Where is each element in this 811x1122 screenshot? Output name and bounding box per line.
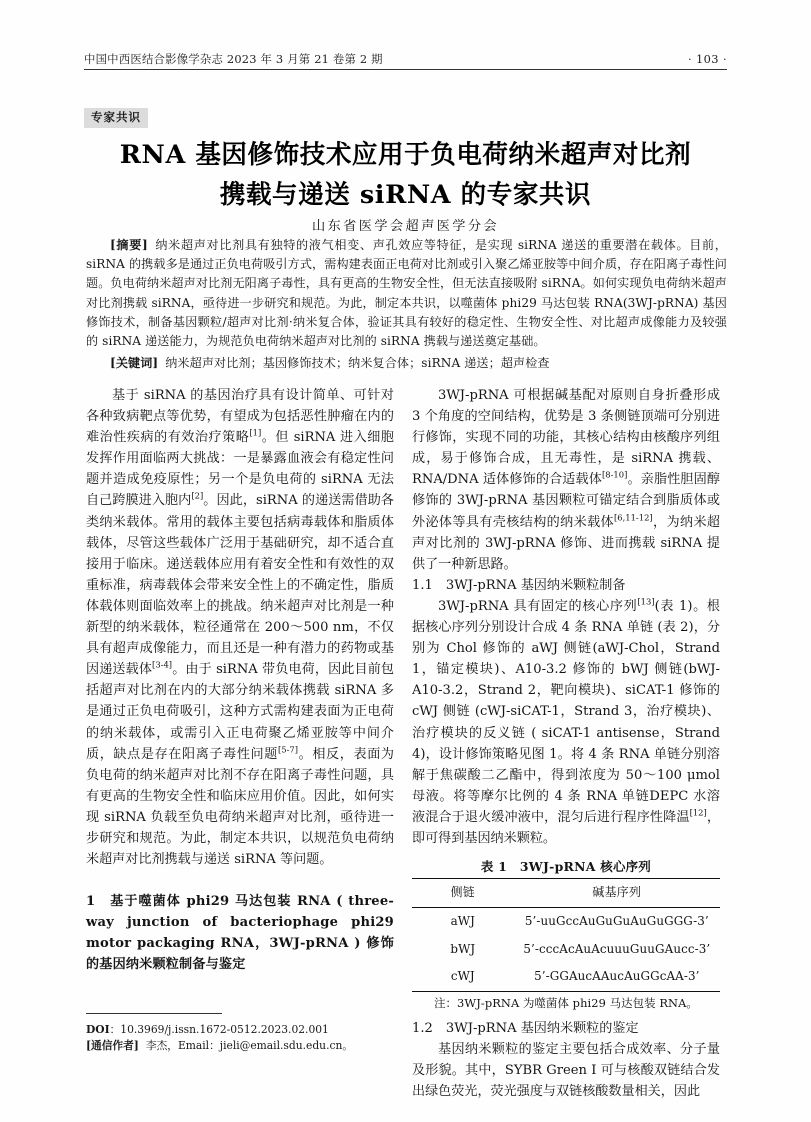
citation-ref: [8-10] bbox=[602, 470, 628, 481]
table-cell-sidechain: cWJ bbox=[412, 963, 514, 991]
page-title bbox=[84, 135, 727, 215]
table-col-header-sequence: 碱基序列 bbox=[514, 879, 720, 908]
table-cell-sequence: 5’-uuGccAuGuGuAuGuGGG-3’ bbox=[524, 914, 709, 929]
left-p1-a: 基于 siRNA 的基因治疗具有设计简单、可针对各种致病靶点等优势，有望成为包括恶性肿瘤在内的难治性疾病的有效治疗策略 bbox=[86, 388, 394, 446]
right-paragraph-3: 基因纳米颗粒的鉴定主要包括合成效率、分子量及形貌。其中，SYBR Green I 可与核酸双链结合发出绿色荧光，荧光强度与双链核酸数量相关，因此 bbox=[412, 1041, 720, 1099]
doi-label: DOI bbox=[86, 1023, 110, 1036]
table-row bbox=[412, 963, 720, 991]
running-head bbox=[84, 52, 727, 70]
table-col-header-sidechain: 侧链 bbox=[412, 879, 514, 908]
article-category-badge: 专家共识 bbox=[84, 108, 148, 128]
right-p1-a: 3WJ-pRNA 可根据碱基配对原则自身折叠形成 3 个角度的空间结构，优势是 3 条侧链顶端可分别进行修饰，实现不同的功能，其核心结构由核酸序列组成，易于修饰合成，且无毒性，是 siRNA 携载、RNA/DNA 适体修饰的合适载体 bbox=[412, 388, 720, 488]
right-p2-b: (表 1)。根据核心序列分别设计合成 4 条 RNA 单链 (表 2)，分别为 Chol 修饰的 aWJ 侧链(aWJ-Chol，Strand 1，锚定模块)、A10-3.2 修饰的 bWJ 侧链(bWJ-A10-3.2，Strand 2，靶向模块)、siCAT-1 修饰的 cWJ 侧链 (cWJ-siCAT-1，Strand 3，治疗模块)、治疗模块的反义链 ( siCAT-1 antisense，Strand 4)，设计修饰策略见图 1。将 4 条 RNA 单链分别溶解于焦碳酸二乙酯中，得到浓度为 50～100 μmol 母液。将等摩尔比例的 4 条 RNA 单链DEPC 水溶液混合于退火缓冲液中，混匀后进行程序性降温 bbox=[412, 598, 720, 825]
right-p1-c: ，为纳米超声对比剂的 3WJ-pRNA 修饰、进而携载 siRNA 提供了一种新思路。 bbox=[412, 514, 721, 572]
citation-ref: [3-4] bbox=[152, 659, 173, 670]
keywords-paragraph bbox=[86, 354, 727, 373]
table-row bbox=[412, 908, 720, 936]
title-line-1: RNA 基因修饰技术应用于负电荷纳米超声对比剂 bbox=[119, 140, 692, 170]
running-head-journal: 中国中西医结合影像学杂志 2023 年 3 月第 21 卷第 2 期 bbox=[84, 52, 383, 66]
table-1-caption: 表 1 3WJ-pRNA 核心序列 bbox=[480, 859, 652, 875]
keywords-label: [关键词] bbox=[110, 356, 159, 371]
left-p1-d: 。由于 siRNA 带负电荷，因此目前包括超声对比剂在内的大部分纳米载体携载 siRNA 多是通过正负电荷吸引，这种方式需构建表面为正电荷的纳米载体，或需引入正电荷聚乙烯亚胺等中间介质，缺点是存在阳离子毒性问题 bbox=[86, 662, 394, 762]
keywords-text: 纳米超声对比剂；基因修饰技术；纳米复合体；siRNA 递送；超声检查 bbox=[165, 356, 550, 371]
corresponding-author-label: [通信作者] bbox=[86, 1039, 139, 1053]
table-cell-sequence: 5’-GGAucAAucAuGGcAA-3’ bbox=[514, 963, 720, 991]
left-p1-c: 。因此，siRNA 的递送需借助各类纳米载体。常用的载体主要包括病毒载体和脂质体载体，尽管这些载体广泛用于基础研究，却不适合直接用于临床。递送载体应用有着安全性和有效性的双重标准，病毒载体会带来安全性上的不确定性，脂质体载体则面临效率上的挑战。纳米超声对比剂是一种新型的纳米载体，粒径通常在 200～500 nm，不仅具有超声成像能力，而且还是一种有潜力的药物或基因递送载体 bbox=[86, 493, 395, 678]
footnote-divider bbox=[86, 1013, 222, 1014]
section-heading-1-1: 1.1 3WJ-pRNA 基因纳米颗粒制备 bbox=[412, 577, 626, 593]
footnote-block bbox=[86, 1022, 396, 1055]
right-p2-c: ，即可得到基因纳米颗粒。 bbox=[412, 809, 720, 846]
table-1 bbox=[412, 878, 720, 992]
left-p1-e: 。相反，表面为负电荷的纳米超声对比剂不存在阳离子毒性问题，具有更高的生物安全性和临床应用价值。因此，如何实现 siRNA 负载至负电荷纳米超声对比剂，亟待进一步研究和规范。为此，制定本共识，以规范负电荷纳米超声对比剂携载与递送 siRNA 等问题。 bbox=[86, 746, 395, 868]
section-heading-1-2: 1.2 3WJ-pRNA 基因纳米颗粒的鉴定 bbox=[412, 1020, 639, 1036]
right-p2-a: 3WJ-pRNA 具有固定的核心序列 bbox=[438, 598, 638, 614]
left-paragraph-1 bbox=[86, 385, 394, 870]
title-line-2: 携载与递送 siRNA 的专家共识 bbox=[219, 180, 592, 210]
body-column-right bbox=[412, 385, 720, 1102]
body-column-left bbox=[86, 385, 394, 976]
citation-ref: [5-7] bbox=[277, 744, 299, 755]
page-number: · 103 · bbox=[687, 52, 727, 66]
table-1-note: 注：3WJ-pRNA 为噬菌体 phi29 马达包装 RNA。 bbox=[434, 995, 698, 1010]
corresponding-author-value: 李杰，Email：jieli@email.sdu.edu.cn。 bbox=[145, 1039, 354, 1053]
table-row bbox=[412, 936, 720, 963]
corresponding-author-line bbox=[86, 1038, 396, 1054]
abstract-block bbox=[86, 236, 727, 373]
abstract-paragraph bbox=[86, 236, 727, 351]
citation-ref: [2] bbox=[191, 491, 204, 502]
citation-ref: [13] bbox=[637, 596, 655, 607]
table-1-head bbox=[412, 879, 720, 908]
byline-authors: 山东省医学会超声医学分会 bbox=[311, 219, 500, 234]
citation-ref: [1] bbox=[249, 427, 262, 438]
abstract-text: 纳米超声对比剂具有独特的液气相变、声孔效应等特征，是实现 siRNA 递送的重要潜在载体。目前，siRNA 的携载多是通过正负电荷吸引方式，需构建表面正电荷对比剂或引入聚乙烯亚胺等中间介质，存在阳离子毒性问题。负电荷纳米超声对比剂无阳离子毒性，具有更高的生物安全性，但无法直接吸附 siRNA。如何实现负电荷纳米超声对比剂携载 siRNA，亟待进一步研究和规范。为此，制定本共识，以噬菌体 phi29 马达包装 RNA(3WJ-pRNA) 基因修饰技术，制备基因颗粒/超声对比剂·纳米复合体，验证其具有较好的稳定性、生物安全性、对比超声成像能力及较强的 siRNA 递送能力，为规范负电荷纳米超声对比剂的 siRNA 携载与递送奠定基础。 bbox=[86, 238, 727, 349]
table-cell-sidechain: aWJ bbox=[450, 914, 475, 929]
citation-ref: [12] bbox=[689, 807, 707, 818]
table-cell-sidechain: bWJ bbox=[450, 941, 476, 956]
table-1-body bbox=[412, 908, 720, 991]
right-p1-b: 。亲脂性胆固醇修饰的 3WJ-pRNA 基因颗粒可锚定结合到脂质体或外泌体等具有壳核结构的纳米载体 bbox=[412, 472, 720, 530]
table-header-row bbox=[412, 879, 720, 908]
citation-ref: [6,11-12] bbox=[614, 512, 653, 523]
right-paragraph-2 bbox=[412, 596, 720, 849]
section-heading-1: 1 基于噬菌体 phi29 马达包装 RNA ( three-way junction of bacteriophage phi29 motor packaging RNA，3WJ-pRNA ) 修饰的基因纳米颗粒制备与鉴定 bbox=[86, 894, 394, 973]
left-p1-b: 。但 siRNA 进入细胞发挥作用面临两大挑战：一是暴露血液会有稳定性问题并造成免疫原性；另一个是负电荷的 siRNA 无法自己跨膜进入胞内 bbox=[86, 430, 394, 509]
doi-line bbox=[86, 1022, 396, 1038]
table-cell-sequence: 5’-cccAcAuAcuuuGuuGAucc-3’ bbox=[523, 941, 711, 956]
doi-value: ：10.3969/j.issn.1672-0512.2023.02.001 bbox=[109, 1023, 329, 1036]
abstract-label: [摘要] bbox=[110, 238, 148, 252]
right-paragraph-1 bbox=[412, 385, 720, 575]
table-1-container bbox=[412, 858, 720, 1012]
